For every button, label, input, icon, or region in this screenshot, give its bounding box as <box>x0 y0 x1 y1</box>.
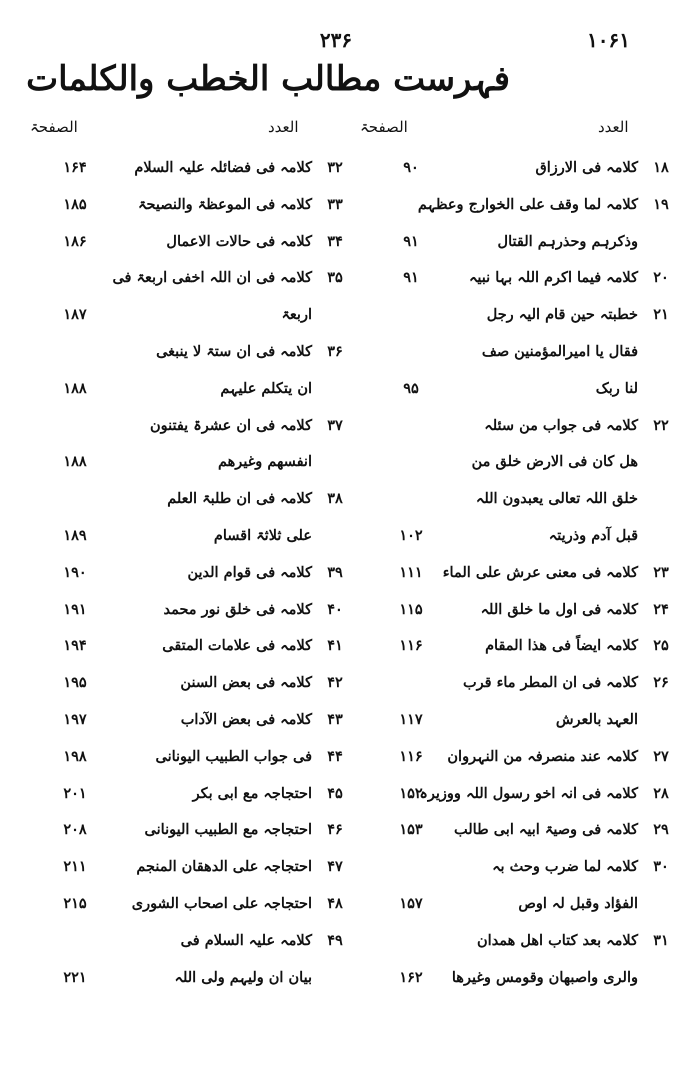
entry-title: احتجاجہ علی الدھقان المنجم <box>136 858 312 876</box>
entry-page: ۲۲۱ <box>63 968 87 986</box>
entry-page: ۱۱۶ <box>399 747 423 765</box>
entry-number: ۴۸ <box>327 894 343 912</box>
entry-title: کلامہ فی ان اللہ اخفی اربعۃ فی <box>112 269 312 287</box>
entry-page: ۱۸۷ <box>63 306 87 324</box>
entry-title: احتجاجہ مع الطبیب الیونانی <box>144 821 312 839</box>
entry-title: ان یتکلم علیہم <box>220 379 312 397</box>
entry-number: ۳۳ <box>327 195 343 213</box>
entry-title: کلامہ فی جواب من سئلہ <box>484 416 638 434</box>
index-entry <box>22 334 352 371</box>
index-entry <box>22 518 352 555</box>
entry-page: ۱۶۲ <box>399 968 423 986</box>
entry-number: ۲۵ <box>653 637 669 655</box>
entry-title: کلامہ فی ان طلبۃ العلم <box>167 490 312 508</box>
entry-title: کلامہ فی فضائلہ علیہ السلام <box>134 159 312 176</box>
left-no-header: العدد <box>268 118 299 136</box>
entry-title: خلق اللہ تعالی یعبدون اللہ <box>475 490 638 508</box>
entry-page: ۹۱ <box>403 232 419 250</box>
index-entry <box>348 923 678 960</box>
entry-title: والری واصبھان وقومس وغیرھا <box>451 968 638 986</box>
entry-page: ۱۵۳ <box>399 821 423 839</box>
index-entry <box>348 849 678 886</box>
entry-title: فقال یا امیرالمؤمنین صف <box>481 342 638 360</box>
entry-title: وذکرہم وحذرہم القتال <box>497 232 638 250</box>
entry-number: ۲۴ <box>653 600 669 618</box>
entry-title: العہد بالعرش <box>555 710 638 728</box>
entry-title: کلامہ فی الموعظۃ والنصیحۃ <box>138 195 312 213</box>
entry-page: ۲۱۱ <box>63 858 87 876</box>
entry-title: الفؤاد وقبل لہ اوص <box>518 894 638 912</box>
index-entry <box>22 408 352 445</box>
entry-number: ۳۶ <box>327 342 343 360</box>
entry-page: ۲۱۵ <box>63 894 87 912</box>
page-title: فہرست مطالب الخطب والکلمات <box>26 59 510 99</box>
entry-page: ۱۵۷ <box>399 894 423 912</box>
index-entry <box>22 960 352 997</box>
entry-number: ۳۴ <box>327 232 343 250</box>
entry-page: ۱۱۷ <box>399 710 423 728</box>
index-entry <box>22 628 352 665</box>
entry-title: کلامہ فیما اکرم اللہ بہا نبیہ <box>468 269 638 287</box>
entry-number: ۴۴ <box>327 747 343 765</box>
index-entry <box>348 702 678 739</box>
entry-number: ۴۹ <box>327 931 343 949</box>
entry-page: ۲۰۸ <box>63 821 87 839</box>
index-entry <box>348 518 678 555</box>
index-entry <box>22 187 352 224</box>
entry-title: خطبتہ حین قام الیہ رجل <box>486 306 638 324</box>
index-entry <box>348 371 678 408</box>
entry-number: ۲۰ <box>653 269 669 287</box>
entry-title: کلامہ فی معنی عرش علی الماء <box>442 563 638 581</box>
entry-title: کلامہ فی علامات المتقی <box>162 637 312 655</box>
entry-number: ۲۷ <box>653 747 669 765</box>
entry-page: ۹۵ <box>403 379 419 397</box>
entry-number: ۴۲ <box>327 674 343 692</box>
entry-number: ۳۱ <box>653 931 669 949</box>
right-no-header: العدد <box>598 118 629 136</box>
index-entry <box>348 260 678 297</box>
entry-title: ھل کان فی الارض خلق من <box>471 453 638 471</box>
entry-title: قبل آدم وذریتہ <box>548 526 638 544</box>
entry-title: کلامہ فی اول ما خلق اللہ <box>480 600 638 618</box>
entry-number: ۲۶ <box>653 674 669 692</box>
index-entry <box>348 444 678 481</box>
index-entry <box>22 665 352 702</box>
entry-number: ۴۱ <box>327 637 343 655</box>
entry-title: فی جواب الطبیب الیونانی <box>155 747 312 765</box>
entry-title: کلامہ فی وصیۃ ابیہ ابی طالب <box>454 821 638 839</box>
entry-number: ۳۹ <box>327 563 343 581</box>
entry-number: ۳۵ <box>327 269 343 287</box>
entry-page: ۱۱۱ <box>399 563 423 581</box>
entry-page: ۱۹۱ <box>63 600 87 618</box>
entry-title: کلامہ علیہ السلام فی <box>180 931 312 949</box>
page-number: ۲۳۶ <box>319 28 353 52</box>
entry-title: کلامہ فی قوام الدین <box>187 563 312 581</box>
entry-title: کلامہ فی ان عشرۃ یفتنون <box>149 416 312 434</box>
entry-title: لنا ربک <box>595 379 638 397</box>
index-entry <box>22 702 352 739</box>
index-entry <box>22 555 352 592</box>
entry-title: کلامہ لما ضرب وحث بہ <box>492 858 638 876</box>
index-entry <box>348 408 678 445</box>
right-index-column <box>348 150 678 996</box>
entry-number: ۲۹ <box>653 821 669 839</box>
corner-mark: ۱۰۶۱ <box>587 28 630 52</box>
index-entry <box>22 224 352 261</box>
left-index-column <box>22 150 352 996</box>
entry-number: ۳۷ <box>327 416 343 434</box>
entry-page: ۲۰۱ <box>63 784 87 802</box>
index-entry <box>22 260 352 297</box>
entry-page: ۹۱ <box>403 269 419 287</box>
index-entry <box>22 481 352 518</box>
entry-page: ۱۹۴ <box>63 637 87 655</box>
index-entry <box>22 849 352 886</box>
index-entry <box>348 224 678 261</box>
entry-title: کلامہ فی الارزاق <box>535 159 638 176</box>
index-entry <box>348 665 678 702</box>
entry-title: کلامہ فی ان المطر ماء قرب <box>462 674 638 692</box>
index-entry <box>348 960 678 997</box>
index-entry <box>348 555 678 592</box>
entry-title: کلامہ فی خلق نور محمد <box>163 600 312 618</box>
entry-number: ۲۲ <box>653 416 669 434</box>
entry-page: ۱۹۰ <box>63 563 87 581</box>
index-entry <box>22 371 352 408</box>
entry-page: ۱۹۵ <box>63 674 87 692</box>
entry-title: کلامہ فی بعض السنن <box>180 674 312 692</box>
entry-title: کلامہ فی بعض الآداب <box>180 710 312 728</box>
entry-title: احتجاجہ مع ابی بکر <box>192 784 312 802</box>
index-entry <box>348 812 678 849</box>
entry-page: ۱۵۲ <box>399 784 423 802</box>
entry-page: ۹۰ <box>403 159 419 176</box>
entry-number: ۱۹ <box>653 195 669 213</box>
entry-number: ۴۶ <box>327 821 343 839</box>
index-entry <box>22 923 352 960</box>
entry-title: کلامہ فی حالات الاعمال <box>166 232 312 250</box>
entry-number: ۴۵ <box>327 784 343 802</box>
index-entry <box>22 150 352 187</box>
entry-page: ۱۱۵ <box>399 600 423 618</box>
entry-number: ۳۰ <box>653 858 669 876</box>
index-entry <box>348 776 678 813</box>
index-entry <box>348 628 678 665</box>
entry-title: کلامہ بعد کتاب اھل ھمدان <box>477 931 638 949</box>
entry-title: کلامہ ایضاً فی ھذا المقام <box>485 637 638 655</box>
index-entry <box>348 481 678 518</box>
entry-title: انفسھم وغیرھم <box>218 453 312 471</box>
entry-page: ۱۸۵ <box>63 195 87 213</box>
index-entry <box>348 334 678 371</box>
right-page-header: الصفحۃ <box>360 118 408 136</box>
index-entry <box>348 739 678 776</box>
entry-number: ۴۳ <box>327 710 343 728</box>
entry-number: ۳۲ <box>327 159 343 176</box>
entry-number: ۲۱ <box>653 306 669 324</box>
entry-page: ۱۶۴ <box>63 159 87 176</box>
entry-page: ۱۱۶ <box>399 637 423 655</box>
index-entry <box>22 886 352 923</box>
entry-title: کلامہ عند منصرفہ من النہروان <box>447 747 638 765</box>
index-entry <box>348 187 678 224</box>
entry-title: بیان ان ولیہم ولی اللہ <box>174 968 312 986</box>
entry-number: ۱۸ <box>653 159 669 176</box>
entry-number: ۲۳ <box>653 563 669 581</box>
entry-page: ۱۸۸ <box>63 379 87 397</box>
index-entry <box>22 776 352 813</box>
entry-page: ۱۹۸ <box>63 747 87 765</box>
index-entry <box>22 739 352 776</box>
entry-title: کلامہ فی انہ اخو رسول اللہ ووزیرہ <box>419 784 638 802</box>
left-page-header: الصفحۃ <box>30 118 78 136</box>
entry-title: اربعۃ <box>281 306 312 324</box>
entry-page: ۱۸۹ <box>63 526 87 544</box>
index-entry <box>348 886 678 923</box>
entry-number: ۲۸ <box>653 784 669 802</box>
index-entry <box>348 150 678 187</box>
index-entry <box>22 444 352 481</box>
entry-title: علی ثلاثۃ اقسام <box>213 526 312 544</box>
index-entry <box>22 592 352 629</box>
index-entry <box>348 297 678 334</box>
entry-page: ۱۸۸ <box>63 453 87 471</box>
entry-number: ۳۸ <box>327 490 343 508</box>
entry-number: ۴۰ <box>327 600 343 618</box>
entry-title: کلامہ لما وقف علی الخوارج وعظہم <box>417 195 638 213</box>
index-entry <box>22 297 352 334</box>
entry-number: ۴۷ <box>327 858 343 876</box>
index-entry <box>22 812 352 849</box>
index-entry <box>348 592 678 629</box>
entry-title: کلامہ فی ان ستۃ لا ینبغی <box>156 342 312 360</box>
entry-page: ۱۰۲ <box>399 526 423 544</box>
entry-page: ۱۸۶ <box>63 232 87 250</box>
entry-title: احتجاجہ علی اصحاب الشوری <box>131 894 312 912</box>
entry-page: ۱۹۷ <box>63 710 87 728</box>
